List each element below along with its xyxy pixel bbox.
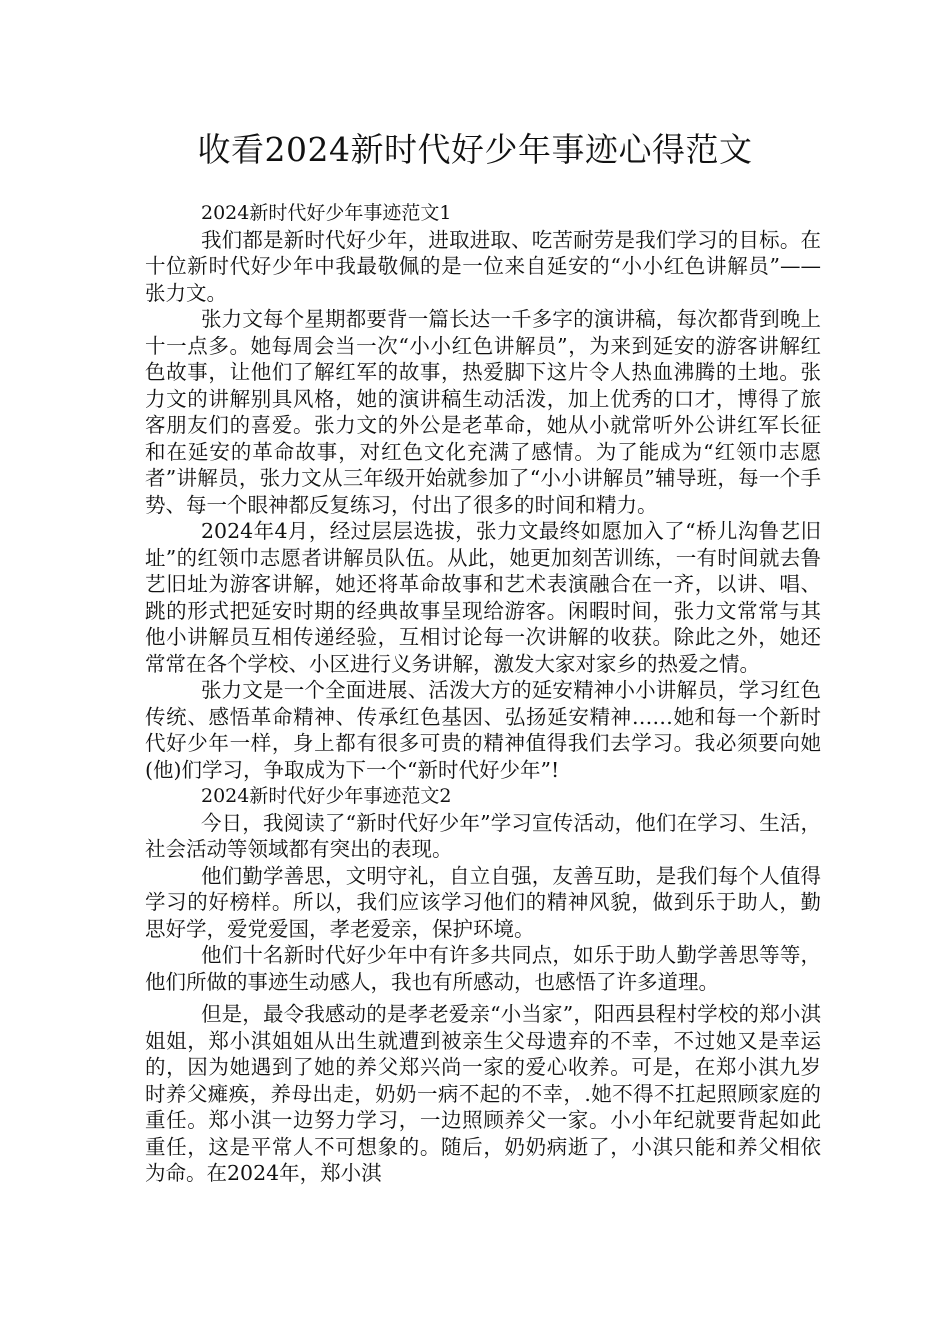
paragraph: 我们都是新时代好少年，进取进取、吃苦耐劳是我们学习的目标。在十位新时代好少年中我最敬佩的是一位来自延安的“小小红色讲解员”——张力文。 — [145, 227, 821, 305]
paragraph: 张力文每个星期都要背一篇长达一千多字的演讲稿，每次都背到晚上十一点多。她每周会当一次“小小红色讲解员”，为来到延安的游客讲解红色故事，让他们了解红军的故事，热爱脚下这片令人热血沸腾的土地。张力文的讲解别具风格，她的演讲稿生动活泼，加上优秀的口才，博得了旅客朋友们的喜爱。张力文的外公是老革命，她从小就常听外公讲红军长征和在延安的革命故事，对红色文化充满了感情。为了能成为“红领巾志愿者”讲解员，张力文从三年级开始就参加了“小小讲解员”辅导班，每一个手势、每一个眼神都反复练习，付出了很多的时间和精力。 — [145, 307, 821, 517]
section-heading: 2024新时代好少年事迹范文2 — [201, 785, 452, 807]
section-heading: 2024新时代好少年事迹范文1 — [201, 202, 452, 224]
paragraph: 他们十名新时代好少年中有许多共同点，如乐于助人勤学善思等等，他们所做的事迹生动感人，我也有所感动，也感悟了许多道理。 — [145, 943, 821, 994]
paragraph: 他们勤学善思，文明守礼，自立自强，友善互助，是我们每个人值得学习的好榜样。所以，我们应该学习他们的精神风貌，做到乐于助人，勤思好学，爱党爱国，孝老爱亲，保护环境。 — [145, 863, 821, 941]
paragraph: 但是，最令我感动的是孝老爱亲“小当家”，阳西县程村学校的郑小淇姐姐，郑小淇姐姐从出生就遭到被亲生父母遗弃的不幸，不过她又是幸运的，因为她遇到了她的养父郑兴尚一家的爱心收养。可是，在郑小淇九岁时养父瘫痪，养母出走，奶奶一病不起的不幸，.她不得不扛起照顾家庭的重任。郑小淇一边努力学习，一边照顾养父一家。小小年纪就要背起如此重任，这是平常人不可想象的。随后，奶奶病逝了，小淇只能和养父相依为命。在2024年，郑小淇 — [145, 1002, 821, 1185]
paragraph: 2024年4月，经过层层选拔，张力文最终如愿加入了“桥儿沟鲁艺旧址”的红领巾志愿者讲解员队伍。从此，她更加刻苦训练，一有时间就去鲁艺旧址为游客讲解，她还将革命故事和艺术表演融合在一齐，以讲、唱、跳的形式把延安时期的经典故事呈现给游客。闲暇时间，张力文常常与其他小讲解员互相传递经验，互相讨论每一次讲解的收获。除此之外，她还常常在各个学校、小区进行义务讲解，激发大家对家乡的热爱之情。 — [145, 519, 821, 676]
paragraph: 张力文是一个全面进展、活泼大方的延安精神小小讲解员，学习红色传统、感悟革命精神、传承红色基因、弘扬延安精神……她和每一个新时代好少年一样，身上都有很多可贵的精神值得我们去学习。我必须要向她(他)们学习，争取成为下一个“新时代好少年”! — [145, 678, 821, 782]
document-body — [145, 200, 821, 1187]
document-title: 收看2024新时代好少年事迹心得范文 — [197, 130, 753, 169]
paragraph: 今日，我阅读了“新时代好少年”学习宣传活动，他们在学习、生活，社会活动等领域都有突出的表现。 — [145, 810, 821, 861]
